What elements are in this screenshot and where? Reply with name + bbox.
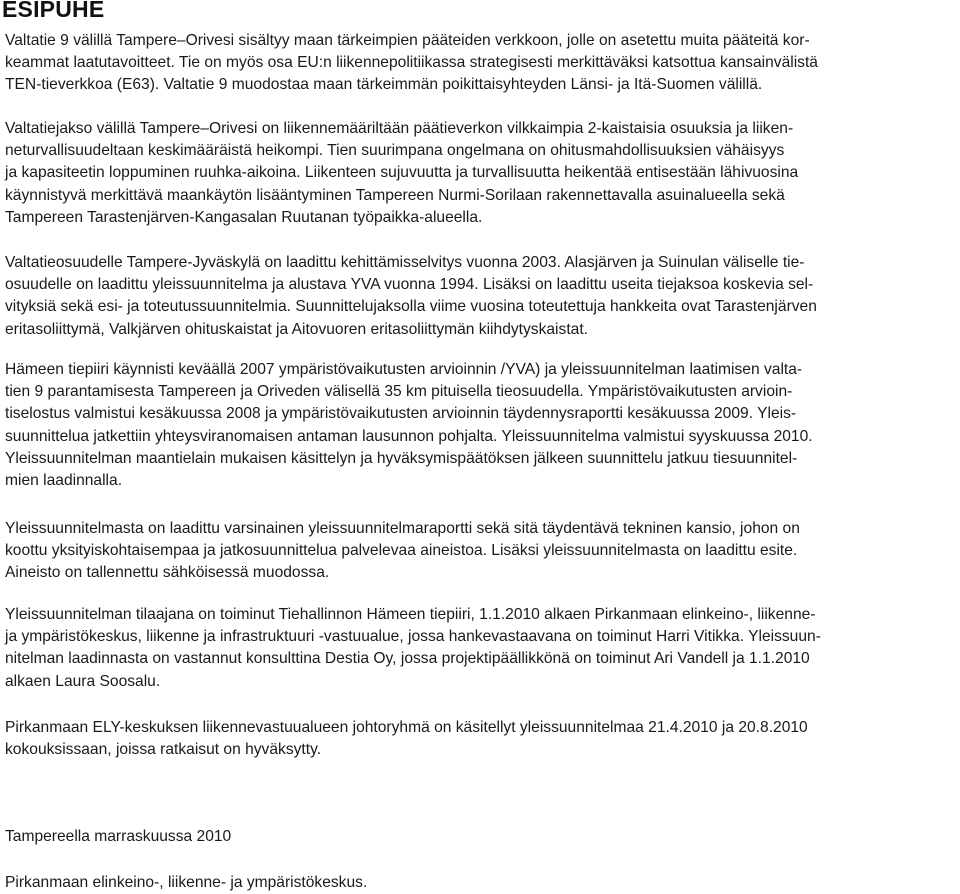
text-line: Pirkanmaan ELY-keskuksen liikennevastuualueen johtoryhmä on käsitellyt yleissuunnitelmaa 21.4.2010 ja 20.8.2010	[5, 719, 808, 736]
text-line: tien 9 parantamisesta Tampereen ja Oriveden välisellä 35 km pituisella tieosuudella. Ympäristövaikutusten arvioin-	[5, 383, 793, 401]
page-title: ESIPUHE	[2, 0, 105, 22]
text-line: vityksiä sekä esi- ja toteutussuunnitelmia. Suunnittelujaksolla viime vuosina toteutettuja hankkeita ovat Tarastenjärven	[5, 298, 817, 316]
paragraph-organization	[5, 604, 960, 693]
paragraph-report-materials	[5, 518, 960, 585]
text-line: käynnistyvä merkittävä maankäytön lisääntyminen Tampereen Nurmi-Sorilaan rakennettavalla asuinalueella sekä	[5, 186, 785, 204]
text-line: neturvallisuudeltaan keskimääräistä heikompi. Tien suurimpana ongelmana on ohitusmahdollisuuksien vähäisyys	[5, 142, 785, 160]
text-line: ja ympäristökeskus, liikenne ja infrastruktuuri -vastuualue, jossa hankevastaavana on toiminut Harri Vitikka. Yleissuun-	[5, 628, 821, 646]
paragraph-approval	[5, 717, 960, 761]
text-line: tiselostus valmistui kesäkuussa 2008 ja ympäristövaikutusten arvioinnin täydennysraportti kesäkuussa 2009. Yleis-	[5, 405, 797, 423]
paragraph-previous-plans	[5, 252, 960, 341]
signature-place-date: Tampereella marraskuussa 2010	[5, 828, 232, 845]
text-line: Tampereen Tarastenjärven-Kangasalan Ruutanan työpaikka-alueella.	[5, 208, 483, 226]
text-line: nitelman laadinnasta on vastannut konsulttina Destia Oy, jossa projektipäällikkönä on toiminut Ari Vandell ja 1.1.2010	[5, 650, 810, 668]
signature-organization: Pirkanmaan elinkeino-, liikenne- ja ympäristökeskus.	[5, 874, 368, 891]
paragraph-yva-process	[5, 359, 960, 492]
text-line: eritasoliittymä, Valkjärven ohituskaistat ja Aitovuoren eritasoliittymän kiihdytyskaistat.	[5, 320, 588, 338]
text-line: Yleissuunnitelman tilaajana on toiminut Tiehallinnon Hämeen tiepiiri, 1.1.2010 alkaen Pirkanmaan elinkeino-, liikenne-	[5, 606, 816, 623]
text-line: Yleissuunnitelman maantielain mukaisen käsittelyn ja hyväksymispäätöksen jälkeen suunnittelu jatkuu tiesuunnitel-	[5, 449, 798, 467]
text-line: Valtatieosuudelle Tampere-Jyväskylä on laadittu kehittämisselvitys vuonna 2003. Alasjärven ja Suinulan väliselle tie-	[5, 254, 805, 271]
paragraph-intro	[5, 30, 960, 97]
text-line: kokouksissaan, joissa ratkaisut on hyväksytty.	[5, 741, 322, 759]
text-line: Yleissuunnitelmasta on laadittu varsinainen yleissuunnitelmaraportti sekä sitä täydentävä tekninen kansio, johon on	[5, 520, 800, 537]
text-line: alkaen Laura Soosalu.	[5, 672, 161, 690]
text-line: TEN-tieverkkoa (E63). Valtatie 9 muodostaa maan tärkeimmän poikittaisyhteyden Länsi- ja Itä-Suomen välillä.	[5, 76, 763, 94]
text-line: Valtatiejakso välillä Tampere–Orivesi on liikennemääriltään päätieverkon vilkkaimpia 2-kaistaisia osuuksia ja liiken-	[5, 120, 794, 137]
text-line: suunnittelua jatkettiin yhteysviranomaisen antaman lausunnon pohjalta. Yleissuunnitelma valmistui syyskuussa 2010.	[5, 427, 813, 445]
text-line: osuudelle on laadittu yleissuunnitelma ja alustava YVA vuonna 1994. Lisäksi on laadittu useita tiejaksoa koskevia sel-	[5, 276, 814, 294]
text-line: ja kapasiteetin loppuminen ruuhka-aikoina. Liikenteen sujuvuutta ja turvallisuutta heikentää entisestään lähivuosina	[5, 164, 799, 182]
text-line: mien laadinnalla.	[5, 472, 123, 490]
text-line: Aineisto on tallennettu sähköisessä muodossa.	[5, 564, 330, 582]
text-line: Valtatie 9 välillä Tampere–Orivesi sisältyy maan tärkeimpien pääteiden verkkoon, jolle on asetettu muita pääteitä kor-	[5, 32, 810, 49]
paragraph-traffic	[5, 118, 960, 229]
text-line: koottu yksityiskohtaisempaa ja jatkosuunnittelua palvelevaa aineistoa. Lisäksi yleissuunnitelmasta on laadittu esite.	[5, 542, 798, 560]
text-line: keammat laatutavoitteet. Tie on myös osa EU:n liikennepolitiikassa strategisesti merkittäväksi katsottua kansainvälistä	[5, 54, 818, 72]
text-line: Hämeen tiepiiri käynnisti keväällä 2007 ympäristövaikutusten arvioinnin /YVA) ja yleissuunnitelman laatimisen valta-	[5, 361, 803, 378]
